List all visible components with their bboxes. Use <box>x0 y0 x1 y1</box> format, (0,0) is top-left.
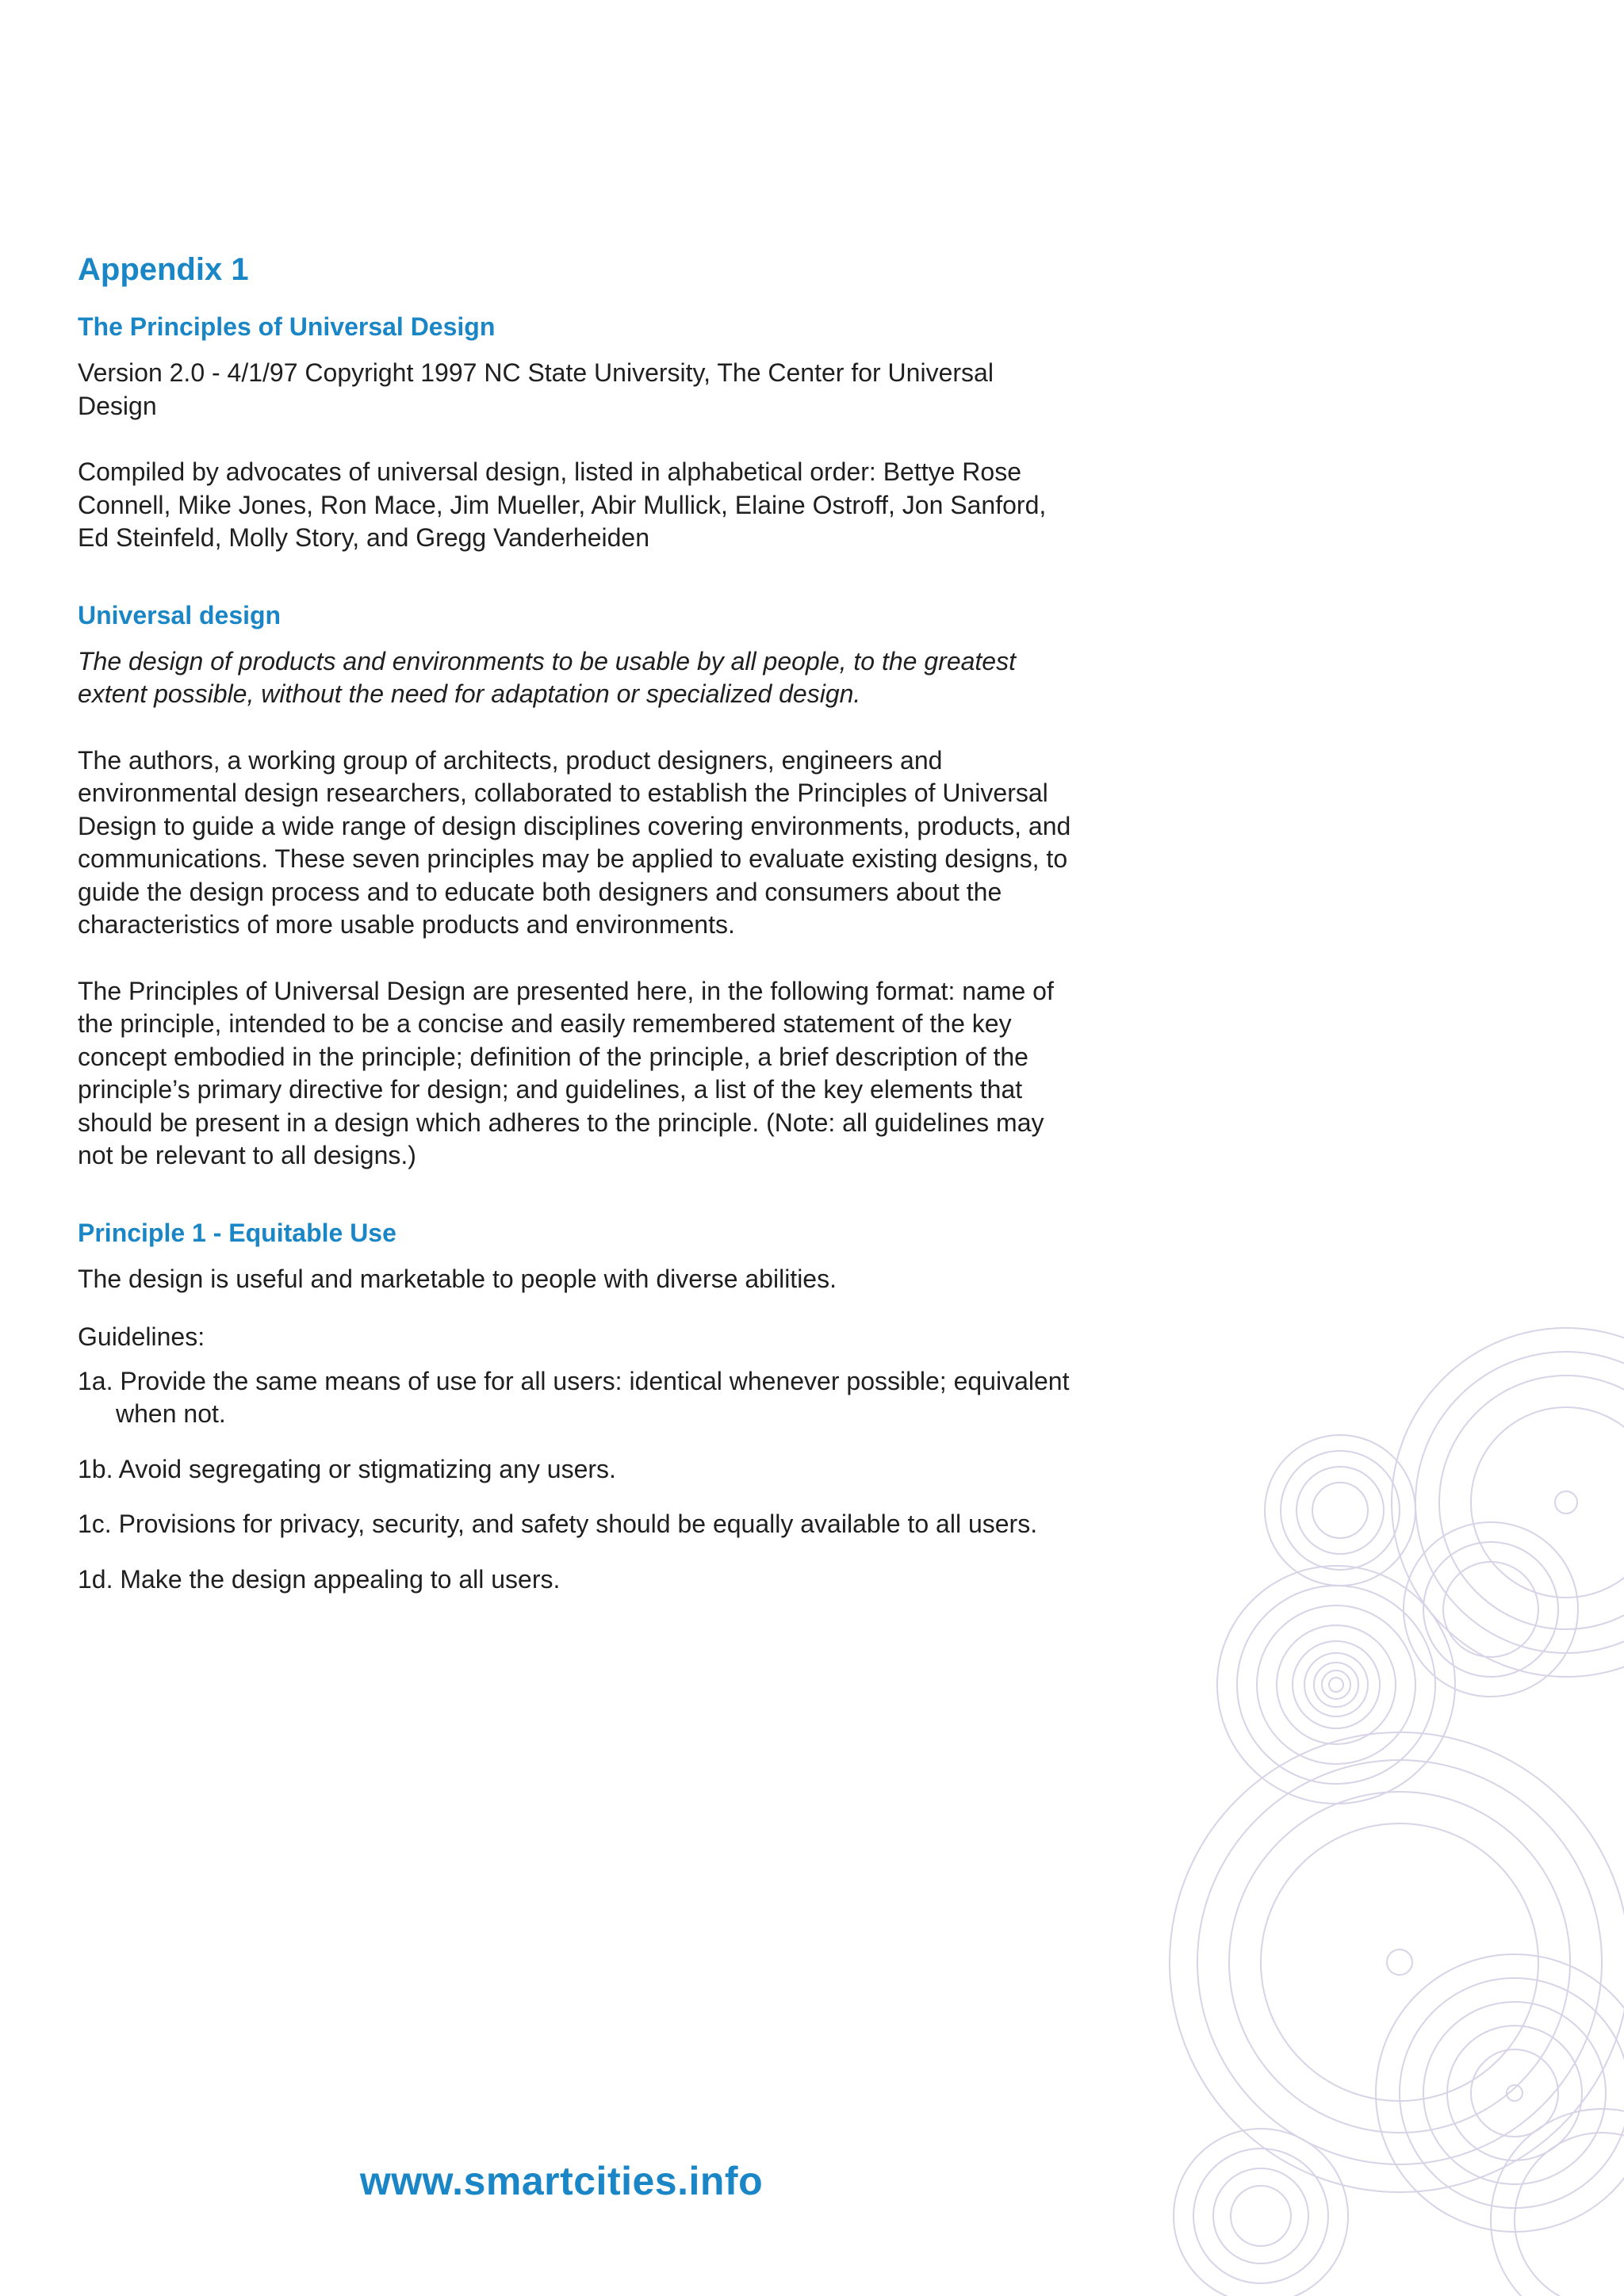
guideline-item: 1a. Provide the same means of use for all users: identical whenever possible; equivalent when not. <box>78 1366 1070 1428</box>
principle-description: The design is useful and marketable to people with diverse abilities. <box>78 1264 837 1293</box>
compiled-text: Compiled by advocates of universal design, listed in alphabetical order: Bettye Rose Connell, Mike Jones, Ron Mace, Jim Mueller, Abir Mullick, Elaine Ostroff, Jon Sanford, Ed Steinfeld, Molly Story, and Gregg Vanderheiden <box>78 457 1047 552</box>
section-title: The Principles of Universal Design <box>78 312 496 341</box>
guideline-item: 1d. Make the design appealing to all users. <box>78 1564 561 1594</box>
universal-design-definition: The design of products and environments to be usable by all people, to the greatest extent possible, without the need for adaptation or specialized design. <box>78 646 1016 708</box>
guideline-item: 1c. Provisions for privacy, security, and safety should be equally available to all users. <box>78 1510 1038 1538</box>
principle-heading: Principle 1 - Equitable Use <box>78 1218 396 1247</box>
universal-design-heading: Universal design <box>78 600 282 629</box>
document-body <box>78 247 1077 1596</box>
guideline-item: 1b. Avoid segregating or stigmatizing any users. <box>78 1454 616 1483</box>
authors-paragraph: The authors, a working group of architects, product designers, engineers and environmental design researchers, collaborated to establish the Principles of Universal Design to guide a wide range of design disciplines covering environments, products, and communications. These seven principles may be applied to evaluate existing designs, to guide the design process and to educate both designers and consumers about the characteristics of more usable products and environments. <box>78 745 1071 939</box>
version-text: Version 2.0 - 4/1/97 Copyright 1997 NC State University, The Center for Universal Design <box>78 358 994 420</box>
guidelines-label: Guidelines: <box>78 1322 205 1351</box>
appendix-title: Appendix 1 <box>78 252 249 287</box>
footer-website-link[interactable]: www.smartcities.info <box>359 2159 764 2203</box>
format-paragraph: The Principles of Universal Design are presented here, in the following format: name of the principle, intended to be a concise and easily remembered statement of the key concept embodied in the principle; definition of the principle, a brief description of the principle’s primary directive for design; and guidelines, a list of the key elements that should be present in a design which adheres to the principle. (Note: all guidelines may not be relevant to all designs.) <box>78 976 1054 1169</box>
